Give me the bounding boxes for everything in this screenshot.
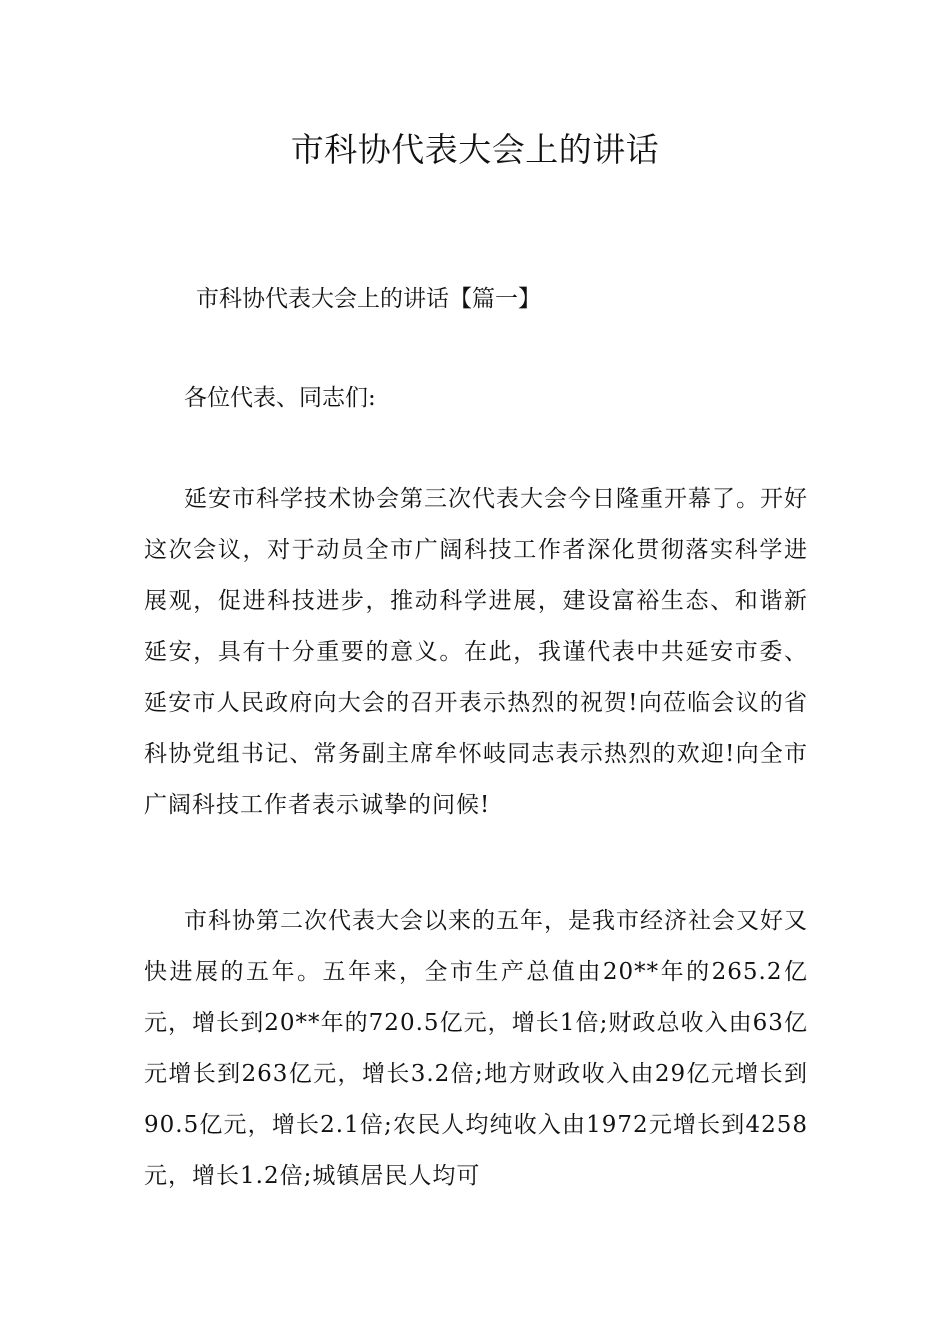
document-title: 市科协代表大会上的讲话	[290, 130, 660, 169]
body-paragraph: 延安市科学技术协会第三次代表大会今日隆重开幕了。开好这次会议，对于动员全市广阔科技工作者深化贯彻落实科学进展观，促进科技进步，推动科学进展，建设富裕生态、和谐新延安，具有十分重要的意义。在此，我谨代表中共延安市委、延安市人民政府向大会的召开表示热烈的祝贺!向莅临会议的省科协党组书记、常务副主席牟怀岐同志表示热烈的欢迎!向全市广阔科技工作者表示诚挚的问候!	[144, 486, 808, 818]
body-paragraph: 市科协第二次代表大会以来的五年，是我市经济社会又好又快进展的五年。五年来，全市生产总值由20**年的265.2亿元，增长到20**年的720.5亿元，增长1倍;财政总收入由63亿元增长到263亿元，增长3.2倍;地方财政收入由29亿元增长到90.5亿元，增长2.1倍;农民人均纯收入由1972元增长到4258元，增长1.2倍;城镇居民人均可	[144, 908, 808, 1189]
document-subtitle: 市科协代表大会上的讲话【篇一】	[196, 286, 541, 312]
salutation: 各位代表、同志们:	[184, 385, 376, 411]
